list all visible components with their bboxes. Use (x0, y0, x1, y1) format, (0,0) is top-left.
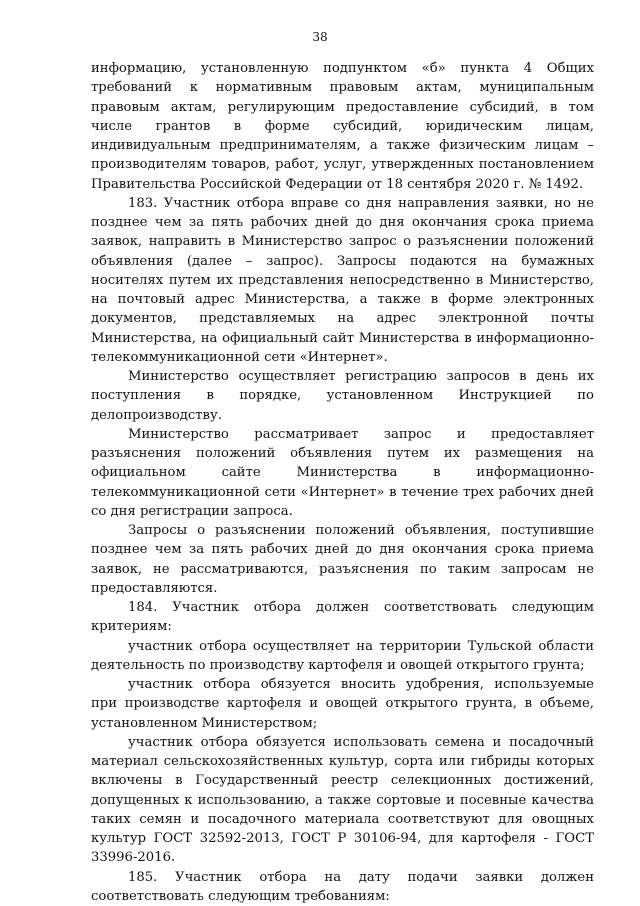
document-body (91, 59, 594, 906)
criterion-territory: участник отбора осуществляет на территории Тульской области деятельность по производству картофеля и овощей открытого грунта; (91, 637, 594, 676)
paragraph-registration: Министерство осуществляет регистрацию запросов в день их поступления в порядке, установленном Инструкцией по делопроизводству. (91, 367, 594, 425)
paragraph-184: 184. Участник отбора должен соответствовать следующим критериям: (91, 598, 594, 637)
paragraph-review: Министерство рассматривает запрос и предоставляет разъяснения положений объявления путем их размещения на официальном сайте Министерства в информационно-телекоммуникационной сети «Интернет» в течение трех рабочих дней со дня регистрации запроса. (91, 425, 594, 521)
criterion-fertilizers: участник отбора обязуется вносить удобрения, используемые при производстве картофеля и овощей открытого грунта, в объеме, установленном Министерством; (91, 675, 594, 733)
paragraph-183: 183. Участник отбора вправе со дня направления заявки, но не позднее чем за пять рабочих дней до дня окончания срока приема заявок, направить в Министерство запрос о разъяснении положений объявления (далее – запрос). Запросы подаются на бумажных носителях путем их представления непосредственно в Министерство, на почтовый адрес Министерства, а также в форме электронных документов, представляемых на адрес электронной почты Министерства, на официальный сайт Министерства в информационно-телекоммуникационной сети «Интернет». (91, 194, 594, 367)
paragraph-late-requests: Запросы о разъяснении положений объявления, поступившие позднее чем за пять рабочих дней до дня окончания срока приема заявок, не рассматриваются, разъяснения по таким запросам не предоставляются. (91, 521, 594, 598)
paragraph-185: 185. Участник отбора на дату подачи заявки должен соответствовать следующим требованиям: (91, 868, 594, 906)
criterion-seeds: участник отбора обязуется использовать семена и посадочный материал сельскохозяйственных культур, сорта или гибриды которых включены в Государственный реестр селекционных достижений, допущенных к использованию, а также сортовые и посевные качества таких семян и посадочного материала соответствуют для овощных культур ГОСТ 32592-2013, ГОСТ Р 30106-94, для картофеля - ГОСТ 33996-2016. (91, 733, 594, 868)
paragraph-continuation: информацию, установленную подпунктом «б» пункта 4 Общих требований к нормативным правовым актам, муниципальным правовым актам, регулирующим предоставление субсидий, в том числе грантов в форме субсидий, юридическим лицам, индивидуальным предпринимателям, а также физическим лицам – производителям товаров, работ, услуг, утвержденных постановлением Правительства Российской Федерации от 18 сентября 2020 г. № 1492. (91, 59, 594, 194)
page-number: 38 (0, 30, 640, 44)
